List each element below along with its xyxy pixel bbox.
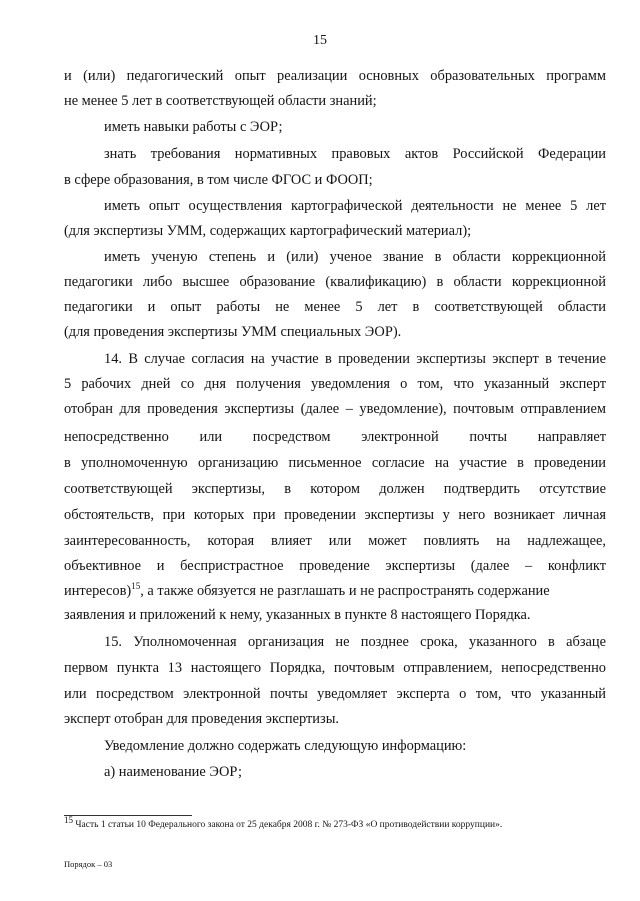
page-number: 15 <box>313 33 327 48</box>
footnote-text: Часть 1 статьи 10 Федерального закона от 25 декабря 2008 г. № 273-ФЗ «О противодействии коррупции». <box>73 820 503 831</box>
text-line: иметь опыт осуществления картографической деятельности не менее 5 лет <box>104 198 606 214</box>
text-line: заинтересованность, которая влияет или может повлиять на надлежащее, <box>64 533 606 549</box>
text-line: (для экспертизы УММ, содержащих картографический материал); <box>64 223 472 239</box>
text-line: (для проведения экспертизы УММ специальных ЭОР). <box>64 324 402 340</box>
text-line: соответствующей экспертизы, в котором должен подтвердить отсутствие <box>64 481 606 497</box>
footnote-reference: 15 <box>131 581 141 592</box>
text-line: не менее 5 лет в соответствующей области знаний; <box>64 93 377 109</box>
text-line: иметь навыки работы с ЭОР; <box>104 119 283 135</box>
text-line: в сфере образования, в том числе ФГОС и ФООП; <box>64 172 373 188</box>
text-line: 14. В случае согласия на участие в проведении экспертизы эксперт в течение <box>104 351 606 367</box>
page-footer: Порядок – 03 <box>64 859 113 869</box>
text-line: отобран для проведения экспертизы (далее – уведомление), почтовым отправлением <box>64 401 606 417</box>
text-line: педагогики либо высшее образование (квалификацию) в области коррекционной <box>64 274 606 290</box>
text-line: объективное и беспристрастное проведение экспертизы (далее – конфликт <box>64 558 606 574</box>
text-line: 5 рабочих дней со дня получения уведомления о том, что указанный эксперт <box>64 376 606 392</box>
text-line: заявления и приложений к нему, указанных в пункте 8 настоящего Порядка. <box>64 607 531 623</box>
text-line: эксперт отобран для проведения экспертизы. <box>64 711 339 727</box>
text-line: и (или) педагогический опыт реализации основных образовательных программ <box>64 68 606 84</box>
text-line: иметь ученую степень и (или) ученое звание в области коррекционной <box>104 249 606 265</box>
text-line: обстоятельств, при которых при проведении экспертизы у него возникает личная <box>64 507 606 523</box>
text-line: первом пункта 13 настоящего Порядка, почтовым отправлением, непосредственно <box>64 660 606 676</box>
text-fragment: интересов) <box>64 583 132 599</box>
text-line: 15. Уполномоченная организация не позднее срока, указанного в абзаце <box>104 634 606 650</box>
text-line: а) наименование ЭОР; <box>104 764 242 780</box>
footnote <box>64 815 503 831</box>
text-line <box>64 582 606 600</box>
text-line: или посредством электронной почты уведомляет эксперта о том, что указанный <box>64 686 606 702</box>
footnote-mark: 15 <box>64 815 73 825</box>
text-line: педагогики и опыт работы не менее 5 лет в соответствующей области <box>64 299 606 315</box>
text-line: непосредственно или посредством электронной почты направляет <box>64 429 606 445</box>
text-line: знать требования нормативных правовых актов Российской Федерации <box>104 146 606 162</box>
footnote-divider <box>64 815 192 816</box>
text-line: в уполномоченную организацию письменное согласие на участие в проведении <box>64 455 606 471</box>
text-line: Уведомление должно содержать следующую информацию: <box>104 738 467 754</box>
text-fragment: , а также обязуется не разглашать и не распространять содержание <box>140 583 550 599</box>
